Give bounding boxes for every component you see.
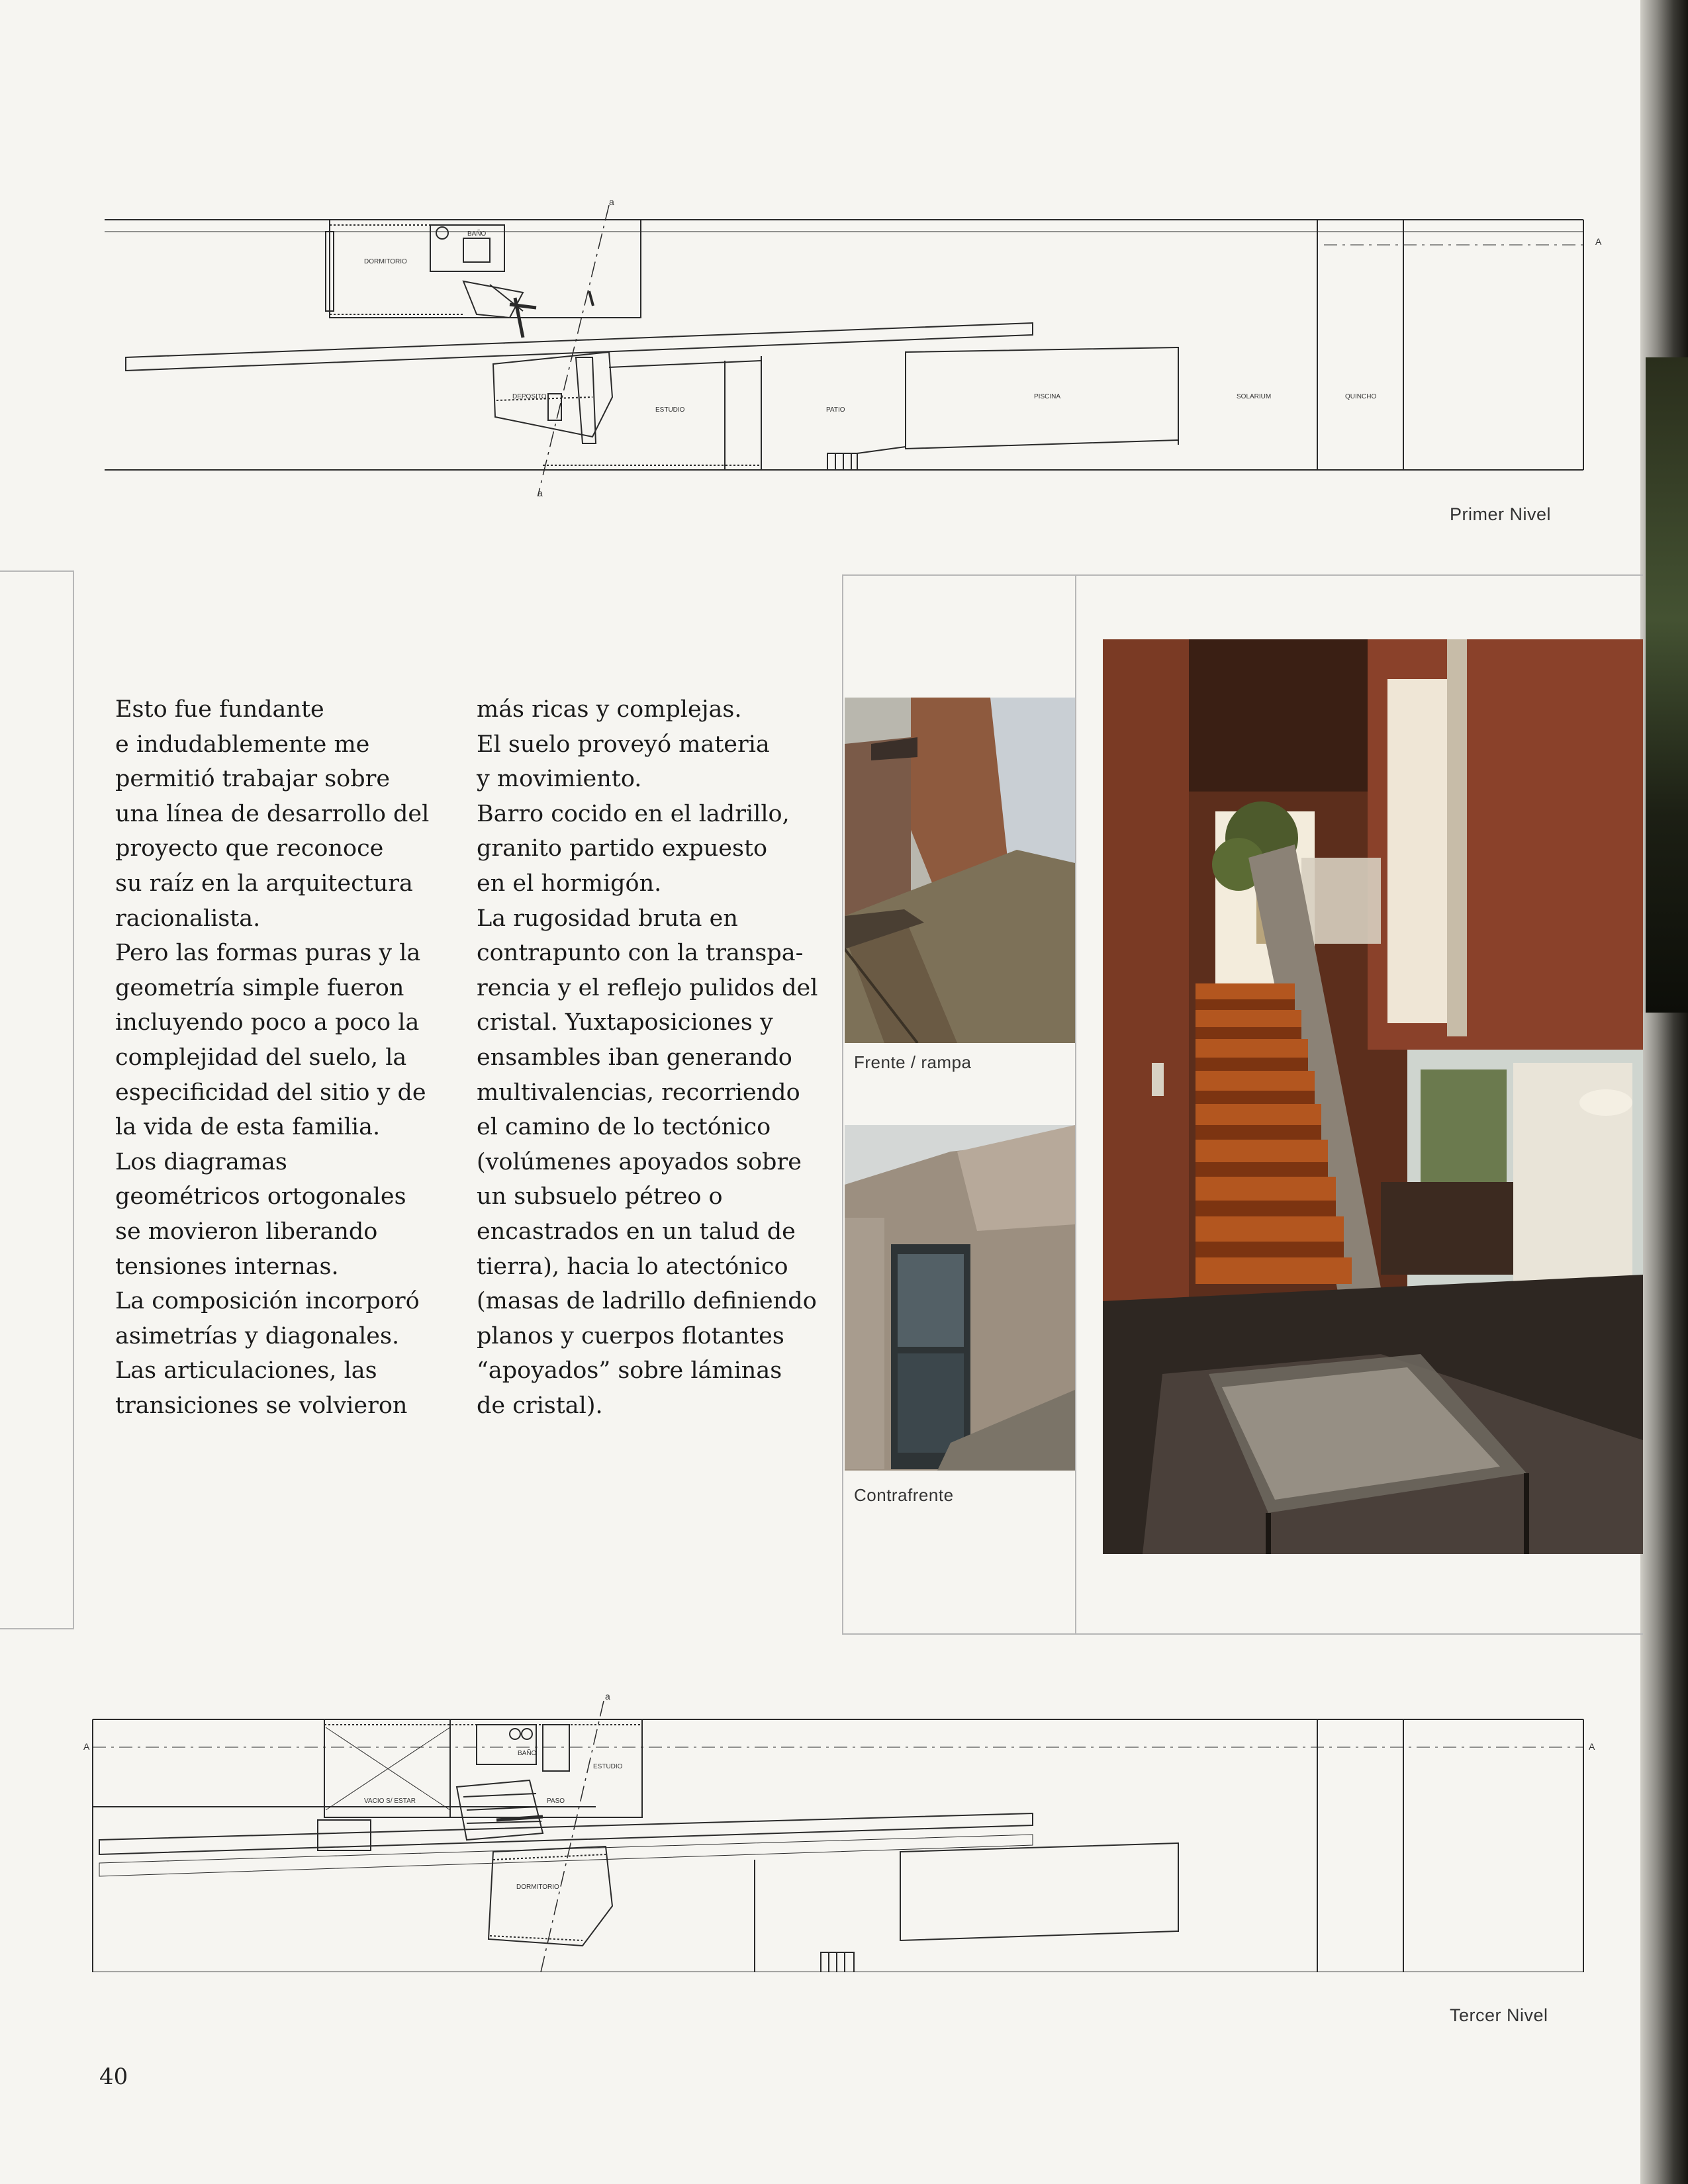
caption-primer-nivel: Primer Nivel [1450, 504, 1552, 524]
photo-contrafrente [845, 1125, 1075, 1471]
photo-interior-stair [1103, 639, 1643, 1554]
plan-first-label-piscina: PISCINA [1034, 393, 1061, 400]
plan-first-label-deposito: DEPOSITO [512, 393, 547, 400]
caption-contrafrente: Contrafrente [854, 1485, 954, 1505]
plan-first-label-bano: BAÑO [467, 230, 487, 238]
photo-frente-rampa [845, 698, 1075, 1043]
plan-first-label-quincho: QUINCHO [1345, 393, 1377, 400]
floor-plan-third-level [0, 1681, 1688, 1972]
caption-tercer-nivel: Tercer Nivel [1450, 2005, 1548, 2025]
floor-plan-first-level [0, 179, 1688, 496]
text-column-right: más ricas y complejas. El suelo proveyó materia y movimiento. Barro cocido en el ladrillo, granito partido expuesto en el hormigón. La rugosidad bruta en contrapunto con la transpa- rencia y el reflejo pulidos del cristal. Yuxtaposiciones y ensambles iban generando multivalencias, recorriendo el camino de lo tectónico (volúmenes apoyados sobre un subsuelo pétreo o encastrados en un talud de tierra), hacia lo atectónico (masas de ladrillo definiendo planos y cuerpos flotantes “apoyados” sobre láminas de cristal). [477, 696, 818, 1419]
caption-frente-rampa: Frente / rampa [854, 1052, 972, 1072]
plan-first-label-solarium: SOLARIUM [1237, 393, 1272, 400]
svg-text:A: A [1589, 1741, 1595, 1752]
plan-third-label-bano: BAÑO [518, 1750, 537, 1757]
plan-first-label-patio: PATIO [826, 406, 845, 414]
plan-third-label-estudio: ESTUDIO [593, 1763, 623, 1770]
plan-third-label-paso: PASO [547, 1797, 565, 1805]
plan-third-label-vacio-estar: VACIO S/ ESTAR [364, 1797, 416, 1805]
text-column-left: Esto fue fundante e indudablemente me permitió trabajar sobre una línea de desarrollo del proyecto que reconoce su raíz en la arquitectura racionalista. Pero las formas puras y la geometría simple fueron incluyendo poco a poco la complejidad del suelo, la especificidad del sitio y de la vida de esta familia. Los diagramas geométricos ortogonales se movieron liberando tensiones internas. La composición incorporó asimetrías y diagonales. Las articulaciones, las transiciones se volvieron [115, 696, 430, 1419]
plan-first-label-dormitorio: DORMITORIO [364, 258, 407, 265]
svg-text:A: A [83, 1741, 90, 1752]
svg-text:a: a [605, 1691, 610, 1702]
page-number: 40 [99, 2064, 128, 2090]
photo-frame-divider [1075, 574, 1076, 1635]
left-frame [0, 570, 74, 1629]
svg-text:a: a [538, 488, 543, 496]
plan-first-label-estudio: ESTUDIO [655, 406, 685, 414]
svg-text:a: a [609, 197, 614, 207]
svg-text:A: A [1595, 236, 1602, 247]
plan-third-label-dormitorio: DORMITORIO [516, 1884, 559, 1891]
